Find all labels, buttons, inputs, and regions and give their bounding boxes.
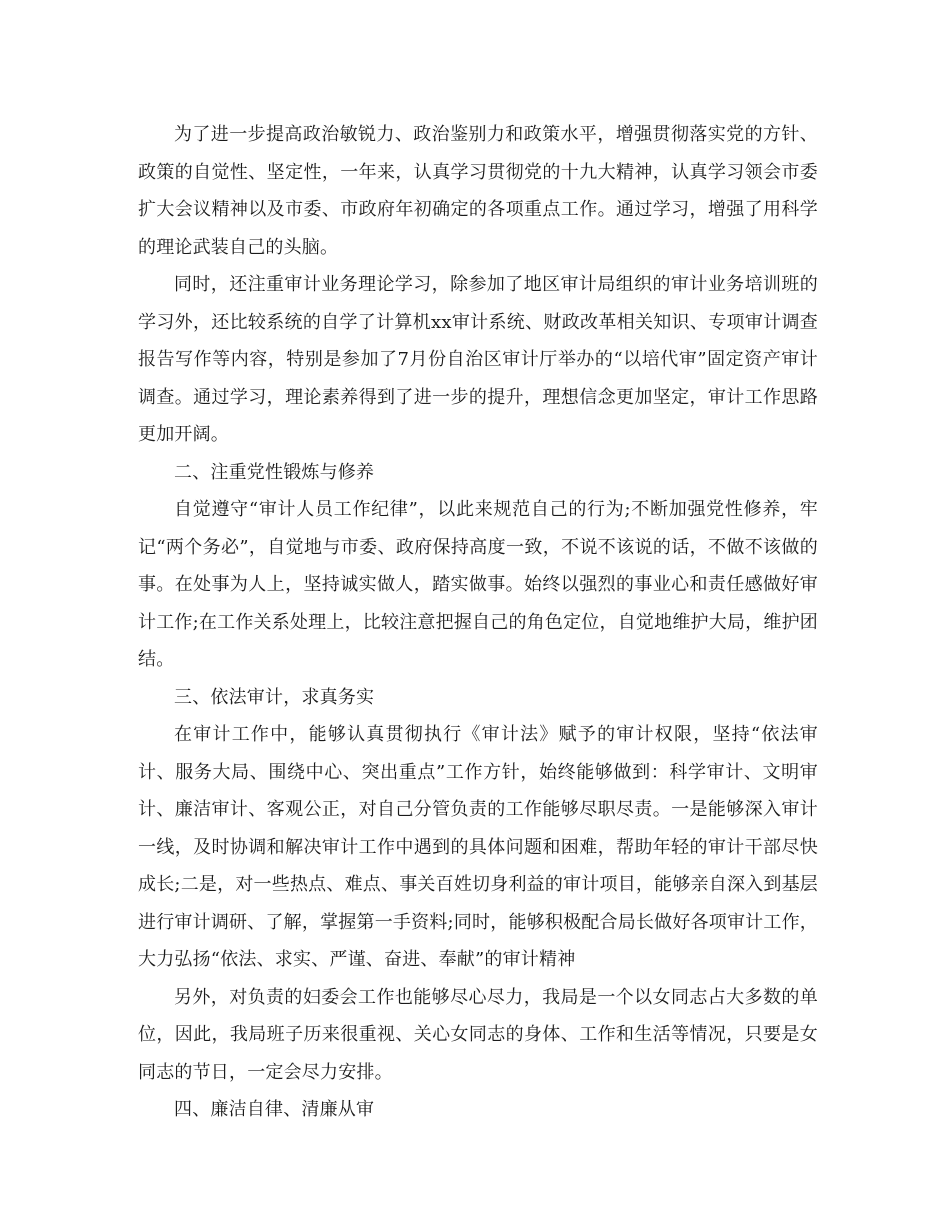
document-body bbox=[138, 116, 818, 1129]
paragraph-study-politics: 为了进一步提高政治敏锐力、政治鉴别力和政策水平，增强贯彻落实党的方针、政策的自觉性、坚定性，一年来，认真学习贯彻党的十九大精神，认真学习领会市委扩大会议精神以及市委、市政府年初确定的各项重点工作。通过学习，增强了用科学的理论武装自己的头脑。 bbox=[138, 124, 818, 258]
paragraph-women-committee: 另外，对负责的妇委会工作也能够尽心尽力，我局是一个以女同志占大多数的单位，因此，我局班子历来很重视、关心女同志的身体、工作和生活等情况，只要是女同志的节日，一定会尽力安排。 bbox=[138, 986, 818, 1083]
paragraph-party-discipline: 自觉遵守“审计人员工作纪律”，以此来规范自己的行为;不断加强党性修养，牢记“两个务必”，自觉地与市委、政府保持高度一致，不说不该说的话，不做不该做的事。在处事为人上，坚持诚实做人，踏实做事。始终以强烈的事业心和责任感做好审计工作;在工作关系处理上，比较注意把握自己的角色定位，自觉地维护大局，维护团结。 bbox=[138, 499, 818, 670]
section-heading-integrity: 四、廉洁自律、清廉从审 bbox=[174, 1099, 375, 1120]
paragraph-study-audit-business: 同时，还注重审计业务理论学习，除参加了地区审计局组织的审计业务培训班的学习外，还比较系统的自学了计算机xx审计系统、财政改革相关知识、专项审计调查报告写作等内容，特别是参加了7月份自治区审计厅举办的“以培代审”固定资产审计调查。通过学习，理论素养得到了进一步的提升，理想信念更加坚定，审计工作思路更加开阔。 bbox=[138, 274, 818, 445]
section-heading-party-discipline: 二、注重党性锻炼与修养 bbox=[174, 461, 375, 483]
paragraph-lawful-audit: 在审计工作中，能够认真贯彻执行《审计法》赋予的审计权限，坚持“依法审计、服务大局、围绕中心、突出重点”工作方针，始终能够做到：科学审计、文明审计、廉洁审计、客观公正，对自己分管负责的工作能够尽职尽责。一是能够深入审计一线，及时协调和解决审计工作中遇到的具体问题和困难，帮助年轻的审计干部尽快成长;二是，对一些热点、难点、事关百姓切身利益的审计项目，能够亲自深入到基层进行审计调研、了解，掌握第一手资料;同时，能够积极配合局长做好各项审计工作，大力弘扬“依法、求实、严谨、奋进、奉献”的审计精神 bbox=[138, 724, 818, 970]
section-heading-lawful-audit: 三、依法审计，求真务实 bbox=[174, 686, 375, 708]
